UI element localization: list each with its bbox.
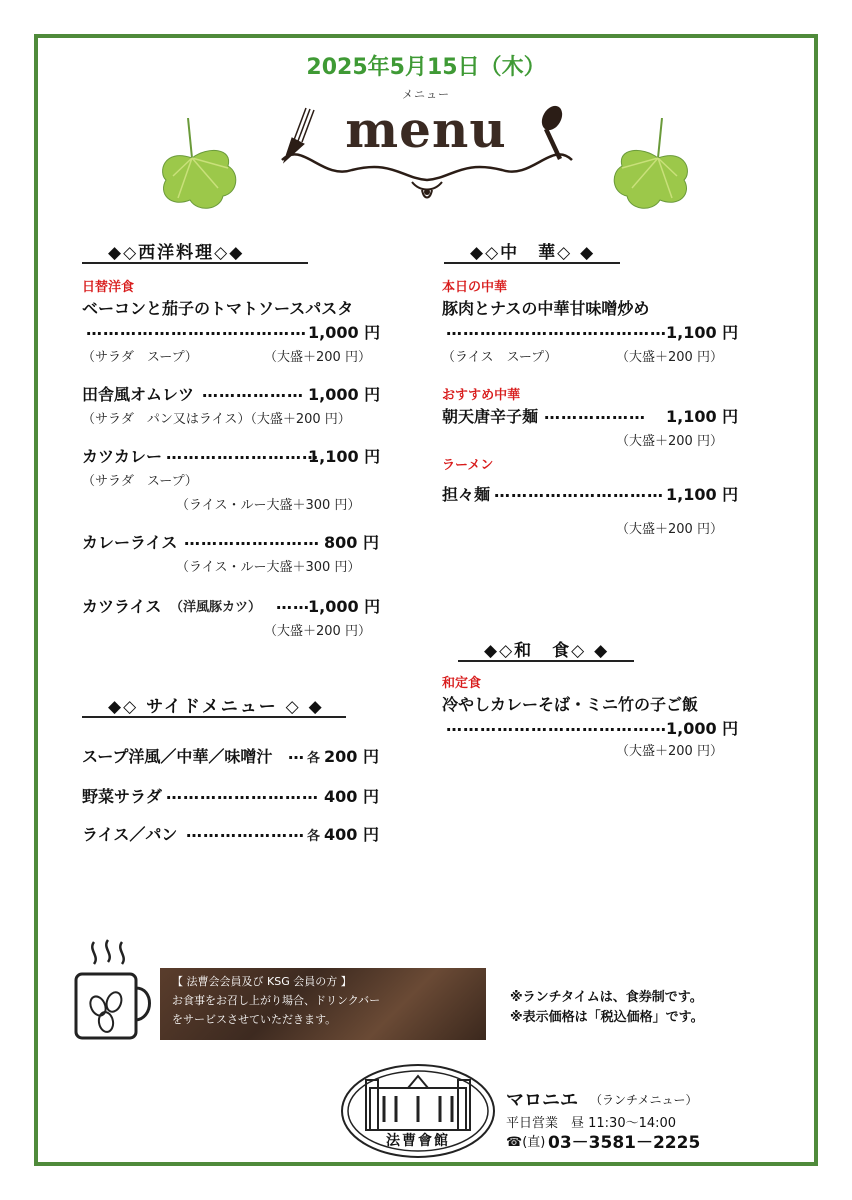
menu-title: menu: [345, 100, 507, 159]
omelet-note: （サラダ パン又はライス）（大盛＋200 円）: [82, 412, 351, 427]
katsu-curry-dots: ………………………: [166, 444, 319, 463]
cutlery-ornament: [262, 100, 592, 210]
tantan-name: 担々麺: [442, 485, 491, 504]
pasta-note: （サラダ スープ）: [82, 350, 198, 365]
japanese-title-underline: [458, 660, 634, 662]
katsu-curry-note: （サラダ スープ）: [82, 474, 198, 489]
side-title-underline: [82, 716, 346, 718]
katsu-rice-dots: ……: [276, 594, 310, 613]
katsu-rice-price: 1,000 円: [308, 597, 381, 616]
omelet-name: 田舎風オムレツ: [82, 385, 195, 404]
tantan-price: 1,100 円: [666, 485, 739, 504]
member-notice-line1: 【 法曹会会員及び KSG 会員の方 】: [172, 975, 352, 988]
right-leaf-icon: [612, 118, 692, 213]
logo-text: 法曹會館: [386, 1133, 450, 1149]
curry-rice-price: 800 円: [324, 533, 379, 552]
soup-each: 各: [307, 751, 321, 766]
tantan-extra: （大盛＋200 円）: [616, 522, 723, 537]
noodle-name: 朝天唐辛子麺: [442, 407, 539, 426]
shop-name: マロニエ: [506, 1090, 578, 1111]
western-title-underline: [82, 262, 308, 264]
pork-name: 豚肉とナスの中華甘味噌炒め: [442, 299, 650, 318]
rice-bread-price: 400 円: [324, 825, 379, 844]
side-section-title: ◆◇ サイドメニュー ◇ ◆: [108, 697, 324, 717]
katsu-curry-price: 1,100 円: [308, 447, 381, 466]
soba-name: 冷やしカレーそば・ミニ竹の子ご飯: [442, 695, 699, 714]
western-section-title: ◆◇西洋料理◇◆: [108, 243, 245, 263]
curry-rice-extra: （ライス・ルー大盛＋300 円）: [176, 560, 361, 575]
salad-dots: ………………………: [166, 784, 319, 803]
salad-price: 400 円: [324, 787, 379, 806]
curry-rice-dots: ……………………: [184, 530, 320, 549]
katsu-rice-name: カツライス: [82, 597, 162, 616]
phone-prefix: ☎(直): [506, 1135, 546, 1150]
ticket-note: ※ランチタイムは、食券制です。: [510, 990, 703, 1005]
tantan-dots: …………………………: [494, 482, 664, 501]
swirl-ornament: [282, 154, 572, 180]
shop-phone: 03－3581－2225: [548, 1133, 701, 1153]
katsu-curry-extra: （ライス・ルー大盛＋300 円）: [176, 498, 361, 513]
menu-kana-label: メニュー: [402, 88, 450, 101]
soba-extra: （大盛＋200 円）: [616, 744, 723, 759]
left-leaf-icon: [158, 118, 238, 213]
daily-chinese-label: 本日の中華: [442, 280, 508, 295]
spoon-icon: [538, 102, 567, 160]
member-notice-box: [160, 968, 486, 1040]
pork-extra: （大盛＋200 円）: [616, 350, 723, 365]
pasta-price: 1,000 円: [308, 323, 381, 342]
recommended-chinese-label: おすすめ中華: [442, 388, 521, 403]
rice-bread-each: 各: [307, 829, 321, 844]
member-notice-line2: お食事をお召し上がり場合、ドリンクバー: [172, 994, 381, 1007]
noodle-price: 1,100 円: [666, 407, 739, 426]
daily-western-label: 日替洋食: [82, 280, 135, 295]
noodle-extra: （大盛＋200 円）: [616, 434, 723, 449]
omelet-price: 1,000 円: [308, 385, 381, 404]
japanese-set-label: 和定食: [442, 676, 482, 691]
soup-name: スープ洋風／中華／味噌汁: [82, 747, 273, 766]
soba-price: 1,000 円: [666, 719, 739, 738]
chinese-title-underline: [444, 262, 620, 264]
katsu-rice-sub: （洋風豚カツ）: [170, 600, 262, 615]
soup-price: 200 円: [324, 747, 379, 766]
pork-note: （ライス スープ）: [442, 350, 558, 365]
rice-bread-dots: …………………: [186, 822, 305, 841]
pasta-extra: （大盛＋200 円）: [264, 350, 371, 365]
shop-name-sub: （ランチメニュー）: [590, 1093, 698, 1107]
tax-note: ※表示価格は「税込価格」です。: [510, 1010, 704, 1025]
rice-bread-name: ライス／パン: [82, 825, 178, 844]
omelet-dots: ………………: [202, 382, 304, 401]
member-notice-line3: をサービスさせていただきます。: [172, 1013, 337, 1026]
japanese-section-title: ◆◇和 食◇ ◆: [484, 641, 610, 661]
salad-name: 野菜サラダ: [82, 787, 162, 806]
coffee-cup-icon: [72, 938, 158, 1044]
pork-dots: …………………………………: [446, 320, 667, 339]
menu-date: 2025年5月15日（木）: [306, 55, 546, 80]
ramen-label: ラーメン: [442, 458, 494, 473]
pork-price: 1,100 円: [666, 323, 739, 342]
katsu-curry-name: カツカレー: [82, 447, 163, 466]
chinese-section-title: ◆◇中 華◇ ◆: [470, 243, 596, 263]
pasta-name: ベーコンと茄子のトマトソースパスタ: [82, 299, 354, 318]
pasta-dots: …………………………………: [86, 320, 307, 339]
shop-hours: 平日営業 昼 11:30～14:00: [506, 1116, 677, 1131]
noodle-dots: ………………: [544, 404, 646, 423]
soba-dots: …………………………………: [446, 716, 667, 735]
curry-rice-name: カレーライス: [82, 533, 178, 552]
katsu-rice-extra: （大盛＋200 円）: [264, 624, 371, 639]
soup-dots: …: [288, 744, 305, 763]
